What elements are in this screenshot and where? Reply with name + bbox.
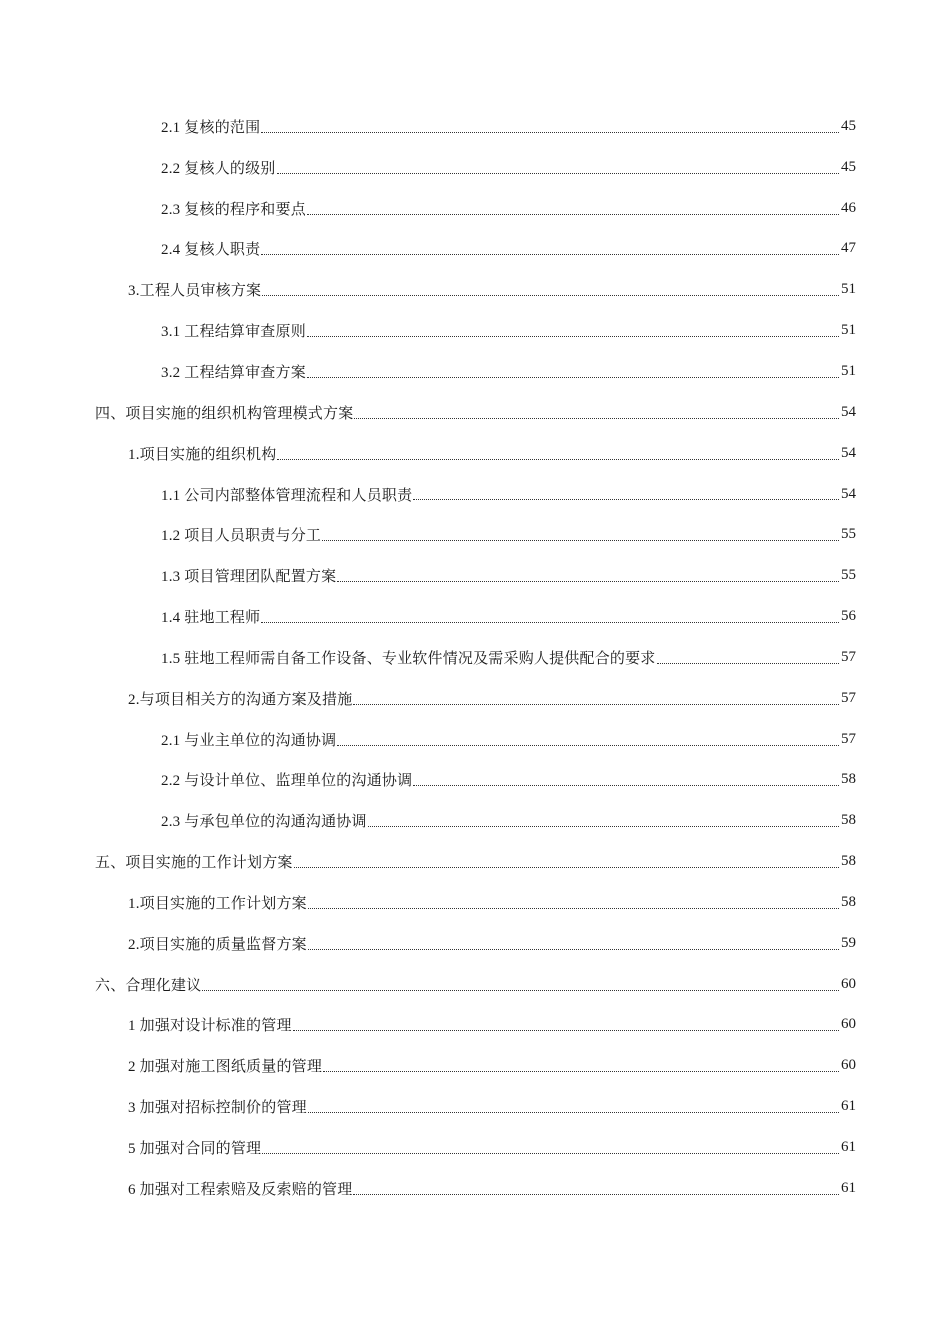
toc-dot-leader [262,1152,839,1154]
toc-entry-label: 2.与项目相关方的沟通方案及措施 [128,691,353,708]
toc-dot-leader [308,948,839,950]
toc-entry[interactable] [0,964,950,1005]
toc-entry[interactable] [0,229,950,270]
toc-entry[interactable] [0,1045,950,1086]
toc-entry[interactable] [0,719,950,760]
toc-page-number: 58 [841,812,856,829]
toc-entry-label: 1 加强对设计标准的管理 [128,1018,292,1035]
toc-entry[interactable] [0,106,950,147]
toc-entry[interactable] [0,392,950,433]
toc-entry[interactable] [0,637,950,678]
toc-page-number: 61 [841,1098,856,1115]
table-of-contents [0,106,950,1209]
toc-entry-label: 1.4 驻地工程师 [161,610,261,627]
toc-page-number: 54 [841,403,856,420]
toc-entry-label: 1.项目实施的组织机构 [128,446,277,463]
toc-page-number: 57 [841,689,856,706]
toc-entry[interactable] [0,1005,950,1046]
toc-page-number: 51 [841,281,856,298]
toc-entry-label: 2 加强对施工图纸质量的管理 [128,1059,323,1076]
toc-entry-label: 六、合理化建议 [95,977,202,994]
toc-entry[interactable] [0,147,950,188]
toc-entry[interactable] [0,188,950,229]
toc-dot-leader [354,417,839,419]
toc-page-number: 58 [841,853,856,870]
toc-entry-label: 2.项目实施的质量监督方案 [128,936,307,953]
toc-dot-leader [337,744,839,746]
toc-entry-label: 2.1 复核的范围 [161,119,261,136]
toc-entry[interactable] [0,800,950,841]
toc-page-number: 61 [841,1179,856,1196]
toc-entry-label: 五、项目实施的工作计划方案 [95,855,293,872]
toc-dot-leader [261,131,839,133]
toc-dot-leader [262,294,839,296]
toc-dot-leader [308,1111,839,1113]
toc-page-number: 61 [841,1139,856,1156]
toc-entry-label: 2.2 与设计单位、监理单位的沟通协调 [161,773,413,790]
toc-page-number: 57 [841,648,856,665]
toc-entry-label: 3.2 工程结算审查方案 [161,364,306,381]
toc-dot-leader [202,989,839,991]
toc-page-number: 60 [841,975,856,992]
toc-page-number: 59 [841,934,856,951]
toc-dot-leader [322,539,839,541]
toc-page-number: 60 [841,1057,856,1074]
toc-entry-label: 1.5 驻地工程师需自备工作设备、专业软件情况及需采购人提供配合的要求 [161,650,656,667]
toc-entry[interactable] [0,678,950,719]
toc-entry[interactable] [0,760,950,801]
toc-page-number: 54 [841,444,856,461]
toc-entry-label: 2.1 与业主单位的沟通协调 [161,732,337,749]
toc-entry[interactable] [0,923,950,964]
toc-entry[interactable] [0,351,950,392]
toc-entry[interactable] [0,1168,950,1209]
toc-entry-label: 四、项目实施的组织机构管理模式方案 [95,405,354,422]
toc-page-number: 58 [841,771,856,788]
toc-dot-leader [323,1070,839,1072]
toc-page-number: 54 [841,485,856,502]
toc-page-number: 51 [841,362,856,379]
toc-entry[interactable] [0,514,950,555]
toc-page-number: 55 [841,526,856,543]
toc-dot-leader [277,172,839,174]
toc-entry-label: 1.1 公司内部整体管理流程和人员职责 [161,487,413,504]
toc-entry-label: 5 加强对合同的管理 [128,1141,262,1158]
toc-dot-leader [261,253,839,255]
toc-dot-leader [657,662,839,664]
toc-entry[interactable] [0,310,950,351]
toc-entry[interactable] [0,841,950,882]
toc-dot-leader [261,621,839,623]
toc-entry-label: 2.3 与承包单位的沟通沟通协调 [161,814,367,831]
toc-page-number: 45 [841,117,856,134]
toc-page-number: 57 [841,730,856,747]
toc-dot-leader [307,213,839,215]
toc-entry-label: 1.2 项目人员职责与分工 [161,528,322,545]
toc-entry-label: 3.1 工程结算审查原则 [161,324,306,341]
toc-entry-label: 1.项目实施的工作计划方案 [128,895,307,912]
toc-entry[interactable] [0,1086,950,1127]
toc-entry[interactable] [0,882,950,923]
toc-dot-leader [294,866,839,868]
toc-page-number: 46 [841,199,856,216]
toc-page-number: 58 [841,893,856,910]
toc-page-number: 60 [841,1016,856,1033]
toc-dot-leader [368,825,839,827]
toc-page-number: 55 [841,567,856,584]
toc-entry[interactable] [0,596,950,637]
toc-entry-label: 6 加强对工程索赔及反索赔的管理 [128,1181,353,1198]
toc-entry-label: 3.工程人员审核方案 [128,283,262,300]
toc-dot-leader [413,498,839,500]
toc-page-number: 51 [841,322,856,339]
toc-dot-leader [277,458,839,460]
toc-dot-leader [353,1193,839,1195]
toc-entry[interactable] [0,474,950,515]
toc-dot-leader [413,784,839,786]
toc-entry[interactable] [0,1127,950,1168]
toc-entry[interactable] [0,433,950,474]
toc-entry-label: 2.3 复核的程序和要点 [161,201,306,218]
toc-entry[interactable] [0,555,950,596]
toc-dot-leader [353,703,839,705]
toc-page-number: 45 [841,158,856,175]
toc-page-number: 47 [841,240,856,257]
toc-dot-leader [307,376,839,378]
toc-entry-label: 3 加强对招标控制价的管理 [128,1100,307,1117]
toc-entry-label: 2.4 复核人职责 [161,242,261,259]
toc-dot-leader [307,335,839,337]
toc-dot-leader [293,1029,839,1031]
toc-entry-label: 2.2 复核人的级别 [161,160,276,177]
toc-dot-leader [337,580,839,582]
toc-page-number: 56 [841,608,856,625]
toc-entry-label: 1.3 项目管理团队配置方案 [161,569,337,586]
toc-dot-leader [308,907,839,909]
toc-entry[interactable] [0,269,950,310]
